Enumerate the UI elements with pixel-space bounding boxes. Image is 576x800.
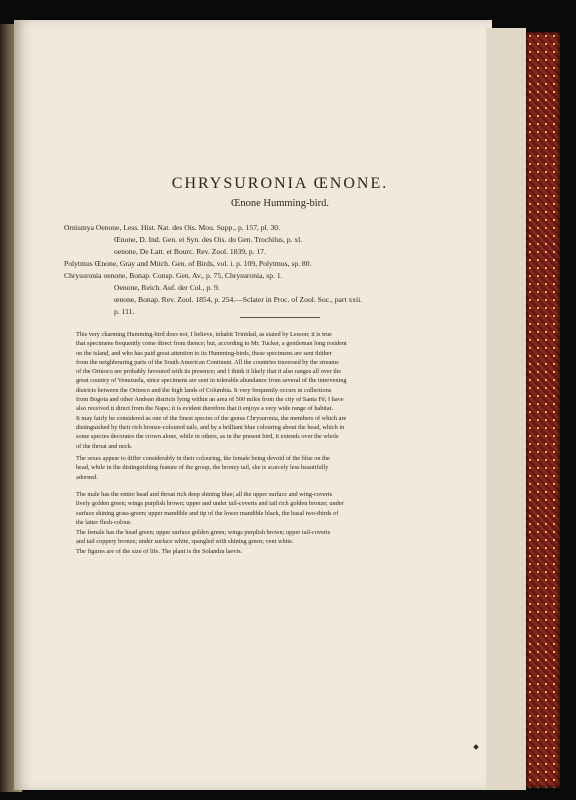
synonym-line: oenone, De Latt. et Bourc. Rev. Zool. 1839, p. 17. bbox=[114, 247, 266, 256]
synonym-line: Polytmus Œnone, Gray and Mitch. Gen. of Birds, vol. i. p. 109, Polytmus, sp. 80. bbox=[64, 259, 312, 268]
synonymy-list bbox=[64, 222, 404, 318]
text-line: distinguished by their rich bronze-coloured tails, and by a brilliant blue colouring about the head, which in bbox=[76, 423, 345, 431]
paragraph-habitat bbox=[76, 330, 468, 451]
section-divider bbox=[240, 317, 320, 318]
synonym-line: Œnone, D. Ind. Gen. et Syn. des Ois. du Gen. Trochilus, p. xl. bbox=[114, 235, 303, 244]
page-subtitle: Œnone Humming-bird. bbox=[231, 198, 329, 209]
synonym-line: œnone, Bonap. Rev. Zool. 1854, p. 254.—Sclater in Proc. of Zool. Soc., part xxii. bbox=[114, 295, 363, 304]
text-line: The male has the entire head and throat rich deep shining blue; all the upper surface and wing-coverts bbox=[76, 491, 333, 498]
paragraph-male bbox=[76, 490, 468, 527]
text-line: of the throat and neck. bbox=[76, 442, 133, 450]
text-line: the latter flesh-colour. bbox=[76, 518, 132, 526]
text-line: It may fairly be considered as one of the finest species of the genus Chrysuronia, the members of which are bbox=[76, 414, 347, 422]
text-line: and tail coppery bronze; under surface white, spangled with shining green; vent white. bbox=[76, 538, 294, 546]
text-line: on the island, and who has paid great attention to its Humming-birds, these specimens are sent thither bbox=[76, 349, 332, 357]
paragraph-figures bbox=[76, 547, 468, 556]
text-line: some species decorates the crown alone, while in others, as in the present bird, it extends over the whole bbox=[76, 433, 339, 441]
text-line: great country of Venezuela, since specimens are sent in tolerable abundance from several of the intervening bbox=[76, 377, 347, 385]
text-line: surface shining grass-green; upper mandible and tip of the lower mandible black, the basal two-thirds of bbox=[76, 509, 339, 517]
text-line: head, while in the distinguishing feature of the group, the bronzy tail, she is scarcely less beautifully bbox=[76, 464, 329, 472]
text-line: also received it direct from the Napo; it is evident therefore that it enjoys a very wide range of habitat. bbox=[76, 405, 334, 413]
text-line: that specimens frequently come direct from thence; but, according to Mr. Tucker, a gentleman long resident bbox=[76, 340, 347, 348]
marbled-binding bbox=[526, 32, 560, 788]
synonym-line: Chrysuronia oenone, Bonap. Consp. Gen. Av., p. 75, Chrysuronia, sp. 1. bbox=[64, 271, 283, 280]
synonym-line: Ornismya Oenone, Less. Hist. Nat. des Ois. Mou. Supp., p. 157, pl. 30. bbox=[64, 223, 280, 232]
page-edges bbox=[486, 28, 526, 790]
text-line: The figures are of the size of life. The plant is the Solandra laevis. bbox=[76, 548, 243, 555]
paragraph-female bbox=[76, 528, 468, 547]
page-title: CHRYSURONIA ŒNONE. bbox=[171, 175, 389, 192]
text-line: of the Orinoco are probably favoured with its presence; and I think it likely that it also ranges all over the bbox=[76, 368, 342, 376]
text-line: lively golden green; wings purplish brown; upper and under tail-coverts and tail rich golden bronze; under bbox=[76, 500, 344, 508]
synonym-line: Oenone, Reich. Auf. der Col., p. 9. bbox=[114, 283, 220, 292]
text-line: This very charming Humming-bird does not, I believe, inhabit Trinidad, as stated by Lesson; it is true bbox=[76, 331, 332, 338]
text-line: The sexes appear to differ considerably in their colouring, the female being devoid of the blue on the bbox=[76, 455, 330, 462]
text-line: adorned. bbox=[76, 473, 98, 481]
text-line: districts between the Orinoco and the high lands of Columbia. It very frequently occurs in collections bbox=[76, 386, 332, 394]
synonym-line: p. 111. bbox=[114, 307, 135, 316]
text-line: from the neighbouring parts of the South American Continent. All the countries traversed by the streams bbox=[76, 358, 339, 366]
text-line: from Bogota and other Andean districts lying within an area of 500 miles from the city of Santa Fé; I have bbox=[76, 396, 344, 404]
text-line: The female has the head green; upper surface golden green; wings purplish brown; upper tail-coverts bbox=[76, 529, 331, 536]
paragraph-sexes bbox=[76, 454, 468, 482]
